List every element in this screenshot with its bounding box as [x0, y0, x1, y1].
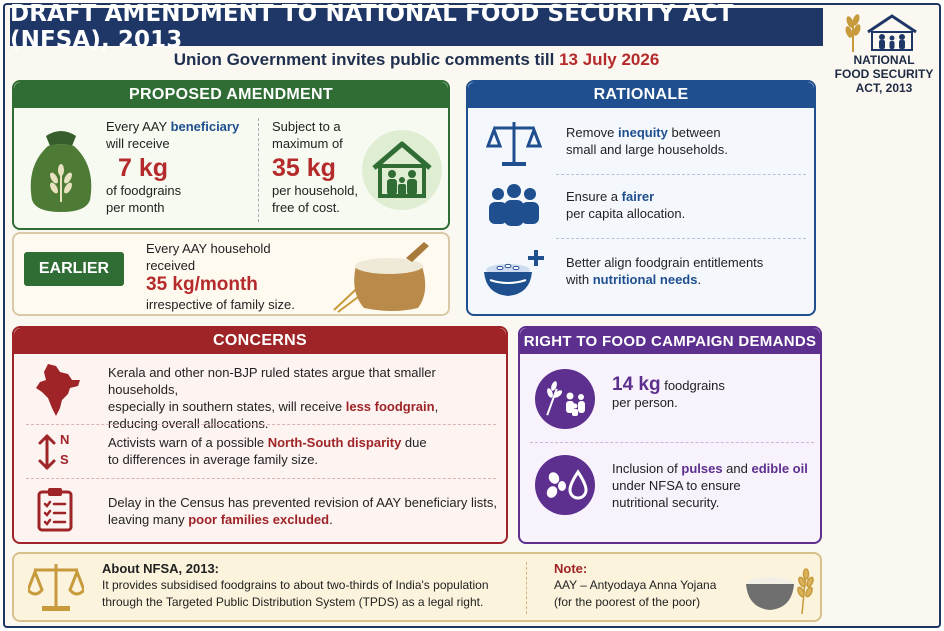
grain-bowl-icon [740, 562, 816, 616]
rationale-panel [466, 80, 816, 316]
logo-line-2: FOOD SECURITY [834, 67, 934, 81]
proposed-amendment-panel [12, 80, 450, 230]
title-banner [10, 1, 823, 53]
north-label: N [60, 432, 70, 447]
pulses-oil-icon [534, 454, 596, 516]
concern-3-line1: Delay in the Census has prevented revision of AAY beneficiary lists, [108, 495, 498, 510]
about-line1: It provides subsidised foodgrains to about two-thirds of India's population [102, 578, 489, 592]
rationale-item-2 [566, 188, 806, 222]
people-group-icon [486, 182, 542, 228]
rationale-1-post: between [667, 125, 721, 140]
demands-panel [518, 326, 822, 544]
about-divider [526, 562, 527, 614]
bowl-plus-icon [482, 248, 548, 302]
logo-line-3: ACT, 2013 [855, 81, 913, 95]
amend-left-line2: will receive [106, 136, 170, 151]
concerns-panel [12, 326, 508, 544]
clipboard-checklist-icon [36, 486, 74, 532]
amend-right-line4: free of cost. [272, 200, 340, 215]
concern-divider-2 [26, 478, 496, 479]
amend-left-line4: per month [106, 200, 165, 215]
rationale-3-line2-pre: with [566, 272, 593, 287]
amend-left-line1a: Every AAY [106, 119, 171, 134]
earlier-line3: irrespective of family size. [146, 297, 295, 312]
demand-pulses: pulses [681, 461, 723, 476]
concern-2-post: due [401, 435, 427, 450]
concern-1-line3: reducing overall allocations. [108, 416, 269, 431]
logo-text [828, 53, 940, 95]
concern-item-2 [108, 434, 504, 468]
concern-1-hl: less foodgrain [345, 399, 435, 414]
grain-sack-icon [24, 122, 98, 214]
amend-divider [258, 118, 259, 222]
concern-1-line1: Kerala and other non-BJP ruled states argue that smaller households, [108, 365, 436, 397]
about-title: About NFSA, 2013: [102, 561, 220, 576]
note-title: Note: [554, 561, 588, 576]
amend-right-line2: maximum of [272, 136, 343, 151]
rationale-1-line2: small and large households. [566, 142, 728, 157]
amend-left-beneficiary: beneficiary [170, 119, 240, 134]
concern-2-line2: to differences in average family size. [108, 452, 319, 467]
note-line2: (for the poorest of the poor) [554, 595, 701, 609]
concern-3-line2-post: . [329, 512, 333, 527]
concern-item-1 [108, 364, 504, 432]
rationale-2-hl: fairer [621, 189, 655, 204]
subtitle [10, 50, 823, 70]
deadline-date: 13 July 2026 [559, 50, 660, 69]
subtitle-text: Union Government invites public comments till [173, 50, 555, 69]
rationale-divider-1 [556, 174, 806, 175]
rationale-3-hl: nutritional needs [592, 272, 698, 287]
wheat-family-icon [534, 368, 596, 430]
earlier-badge: EARLIER [24, 252, 124, 286]
rationale-item-3 [566, 254, 810, 288]
concern-2-pre: Activists warn of a possible [108, 435, 268, 450]
rationale-3-line1: Better align foodgrain entitlements [566, 255, 764, 270]
nfsa-logo [828, 8, 940, 98]
earlier-panel [12, 232, 450, 316]
amend-left-text [106, 118, 256, 216]
house-family-wheat-icon [838, 10, 930, 54]
demand-2-line3: nutritional security. [612, 495, 720, 510]
north-south-arrow-icon [36, 432, 58, 472]
rationale-divider-2 [556, 238, 806, 239]
amend-right-line3: per household, [272, 183, 359, 198]
note-line1: AAY – Antyodaya Anna Yojana [554, 578, 717, 592]
concern-divider-1 [26, 424, 496, 425]
rationale-1-pre: Remove [566, 125, 619, 140]
page-title: DRAFT AMENDMENT TO NATIONAL FOOD SECURITY ACT (NFSA), 2013 [10, 1, 734, 53]
india-map-icon [34, 362, 84, 418]
household-icon [360, 128, 444, 212]
demand-2-line2: under NFSA to ensure [612, 478, 741, 493]
demand-14kg: 14 kg [612, 374, 661, 395]
rationale-2-line2: per capita allocation. [566, 206, 686, 221]
gold-scales-icon [28, 560, 84, 614]
proposed-amendment-heading: PROPOSED AMENDMENT [14, 82, 448, 108]
scales-icon [486, 118, 542, 168]
about-line2: through the Targeted Public Distribution System (TPDS) as a legal right. [102, 595, 484, 609]
rationale-2-pre: Ensure a [566, 189, 622, 204]
south-label: S [60, 452, 69, 467]
demand-1-post: foodgrains [660, 378, 725, 393]
rationale-1-hl: inequity [618, 125, 668, 140]
concern-3-line2-pre: leaving many [108, 512, 189, 527]
rationale-3-line2-post: . [697, 272, 702, 287]
concern-1-line2-post: , [434, 399, 439, 414]
demand-item-2 [612, 460, 818, 511]
note-text [554, 560, 744, 611]
demand-item-1 [612, 376, 812, 411]
concern-2-hl: North-South disparity [267, 435, 402, 450]
rice-sack-icon [326, 236, 436, 314]
earlier-line1: Every AAY household [146, 241, 271, 256]
amend-left-line3: of foodgrains [106, 183, 182, 198]
concern-item-3 [108, 494, 504, 528]
earlier-35kg-month: 35 kg/month [146, 274, 258, 295]
earlier-text [146, 240, 326, 313]
amend-right-text [272, 118, 372, 216]
demand-divider [530, 442, 814, 443]
rationale-item-1 [566, 124, 806, 158]
concern-3-hl: poor families excluded [188, 512, 330, 527]
rationale-heading: RATIONALE [468, 82, 814, 108]
demand-edible-oil: edible oil [751, 461, 808, 476]
amend-35kg: 35 kg [272, 154, 336, 182]
demand-2-mid: and [722, 461, 752, 476]
concerns-heading: CONCERNS [14, 328, 506, 354]
demand-1-line2: per person. [612, 395, 678, 410]
amend-right-line1: Subject to a [272, 119, 341, 134]
concern-1-line2-pre: especially in southern states, will receive [108, 399, 346, 414]
demands-heading: RIGHT TO FOOD CAMPAIGN DEMANDS [520, 328, 820, 354]
amend-7kg: 7 kg [118, 154, 169, 182]
about-text [102, 560, 522, 611]
about-panel [12, 552, 822, 622]
demand-2-pre: Inclusion of [612, 461, 682, 476]
logo-line-1: NATIONAL [853, 53, 915, 67]
earlier-line2: received [146, 258, 196, 273]
